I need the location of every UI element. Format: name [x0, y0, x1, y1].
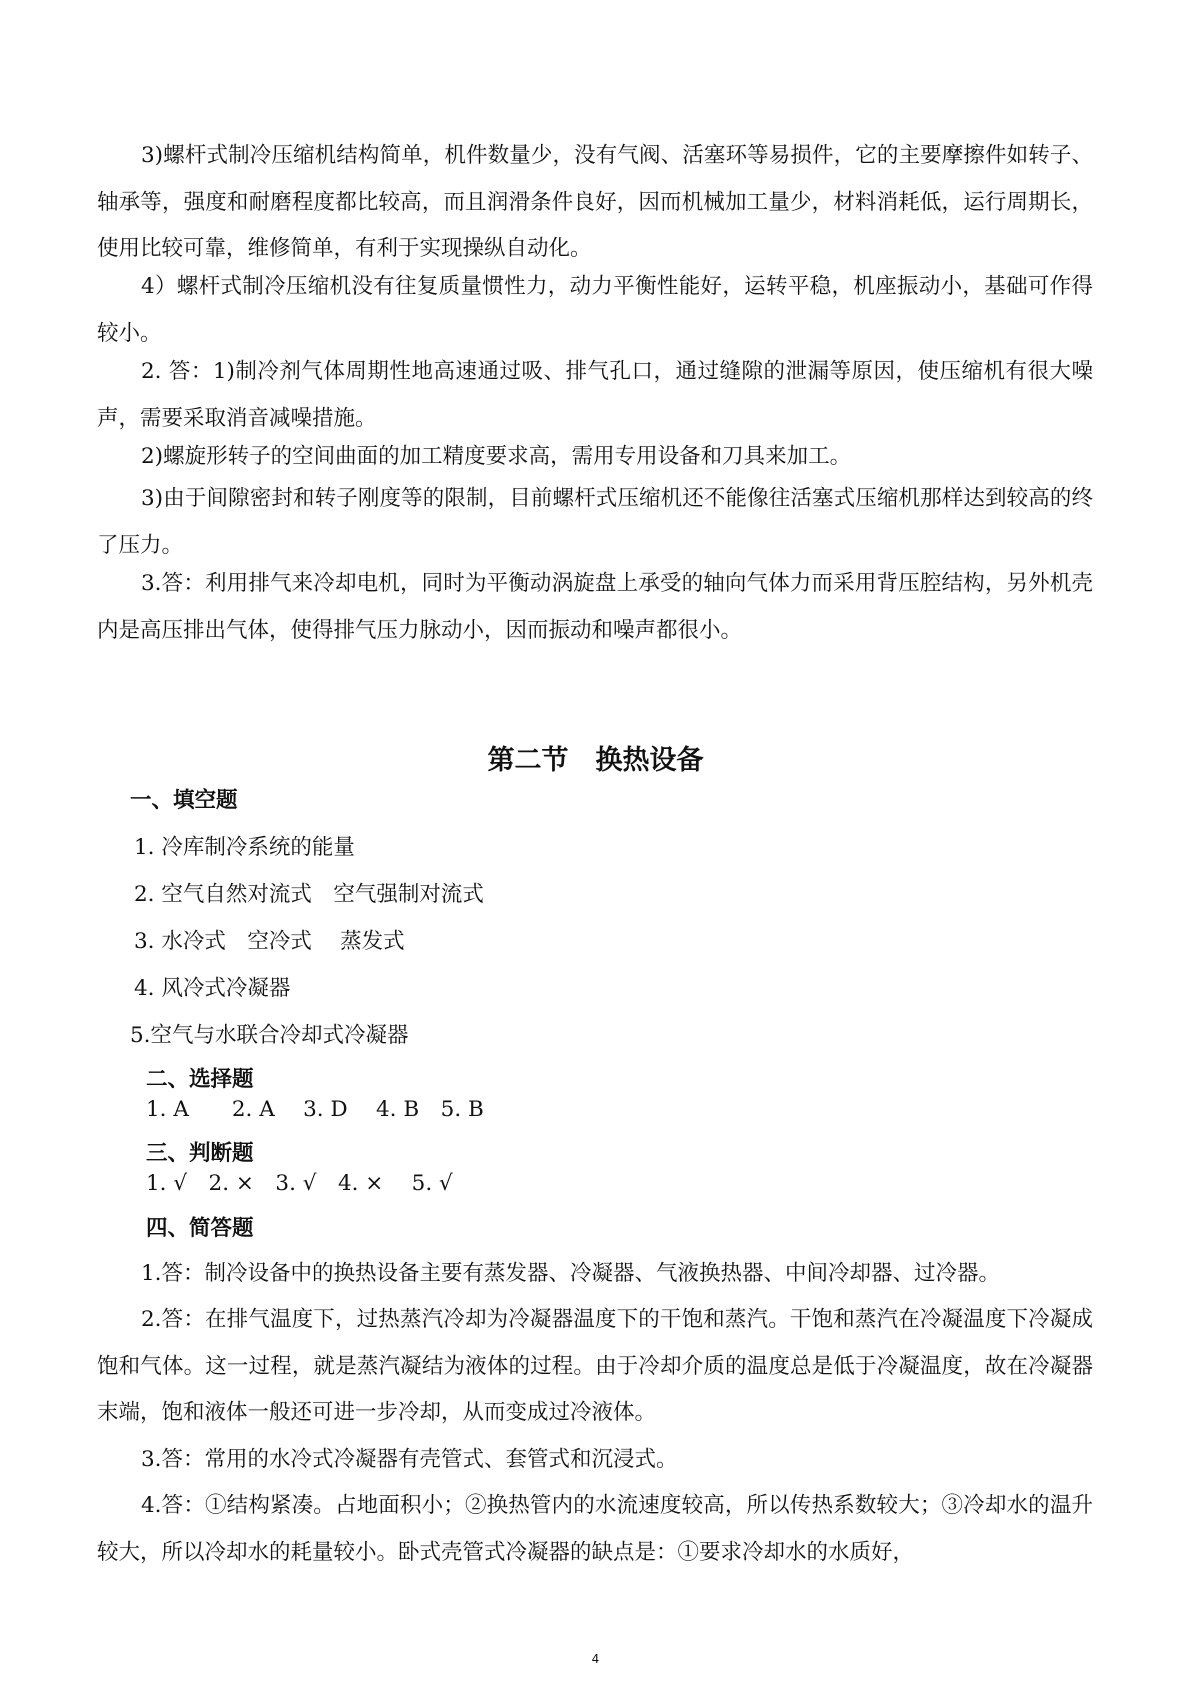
answer-paragraph: 3)螺杆式制冷压缩机结构简单，机件数量少，没有气阀、活塞环等易损件，它的主要摩擦件如转子、轴承等，强度和耐磨程度都比较高，而且润滑条件良好，因而机械加工量少，材料消耗低，运行周期长，使用比较可靠，维修简单，有利于实现操纵自动化。 — [97, 143, 1093, 261]
fill-blank-heading: 一、填空题 — [130, 788, 238, 813]
answer-paragraph: 4）螺杆式制冷压缩机没有往复质量惯性力，动力平衡性能好，运转平稳，机座振动小，基础可作得较小。 — [97, 274, 1093, 346]
answer-paragraph: 3)由于间隙密封和转子刚度等的限制，目前螺杆式压缩机还不能像往活塞式压缩机那样达到较高的终了压力。 — [97, 486, 1093, 558]
short-answer-heading: 四、简答题 — [146, 1216, 254, 1241]
section-title: 第二节 换热设备 — [487, 745, 704, 776]
answer-paragraph: 3.答：利用排气来冷却电机，同时为平衡动涡旋盘上承受的轴向气体力而采用背压腔结构，另外机壳内是高压排出气体，使得排气压力脉动小，因而振动和噪声都很小。 — [97, 571, 1093, 643]
page-number: 4 — [591, 1652, 600, 1666]
answer-paragraph: 1.答：制冷设备中的换热设备主要有蒸发器、冷凝器、气液换热器、中间冷却器、过冷器。 — [141, 1261, 1001, 1286]
fill-blank-item: 1. 冷库制冷系统的能量 — [134, 835, 355, 860]
answer-paragraph: 2.答：在排气温度下，过热蒸汽冷却为冷凝器温度下的干饱和蒸汽。干饱和蒸汽在冷凝温度下冷凝成饱和气体。这一过程，就是蒸汽凝结为液体的过程。由于冷却介质的温度总是低于冷凝温度，故在冷凝器末端，饱和液体一般还可进一步冷却，从而变成过冷液体。 — [97, 1307, 1093, 1425]
fill-blank-item: 2. 空气自然对流式 空气强制对流式 — [134, 882, 484, 907]
fill-blank-item: 3. 水冷式 空冷式 蒸发式 — [134, 929, 405, 954]
answer-paragraph: 2. 答：1)制冷剂气体周期性地高速通过吸、排气孔口，通过缝隙的泄漏等原因，使压缩机有很大噪声，需要采取消音减噪措施。 — [97, 359, 1093, 431]
fill-blank-item: 5.空气与水联合冷却式冷凝器 — [130, 1023, 409, 1048]
fill-blank-item: 4. 风冷式冷凝器 — [134, 976, 291, 1001]
choice-heading: 二、选择题 — [146, 1067, 254, 1092]
judge-answers: 1. √ 2. × 3. √ 4. × 5. √ — [146, 1171, 453, 1196]
answer-paragraph: 4.答：①结构紧凑。占地面积小；②换热管内的水流速度较高，所以传热系数较大；③冷却水的温升较大，所以冷却水的耗量较小。卧式壳管式冷凝器的缺点是：①要求冷却水的水质好， — [97, 1493, 1093, 1565]
answer-paragraph: 3.答：常用的水冷式冷凝器有壳管式、套管式和沉浸式。 — [141, 1447, 678, 1472]
answer-paragraph: 2)螺旋形转子的空间曲面的加工精度要求高，需用专用设备和刀具来加工。 — [141, 444, 852, 469]
judge-heading: 三、判断题 — [146, 1141, 254, 1166]
choice-answers: 1. A 2. A 3. D 4. B 5. B — [146, 1097, 484, 1122]
